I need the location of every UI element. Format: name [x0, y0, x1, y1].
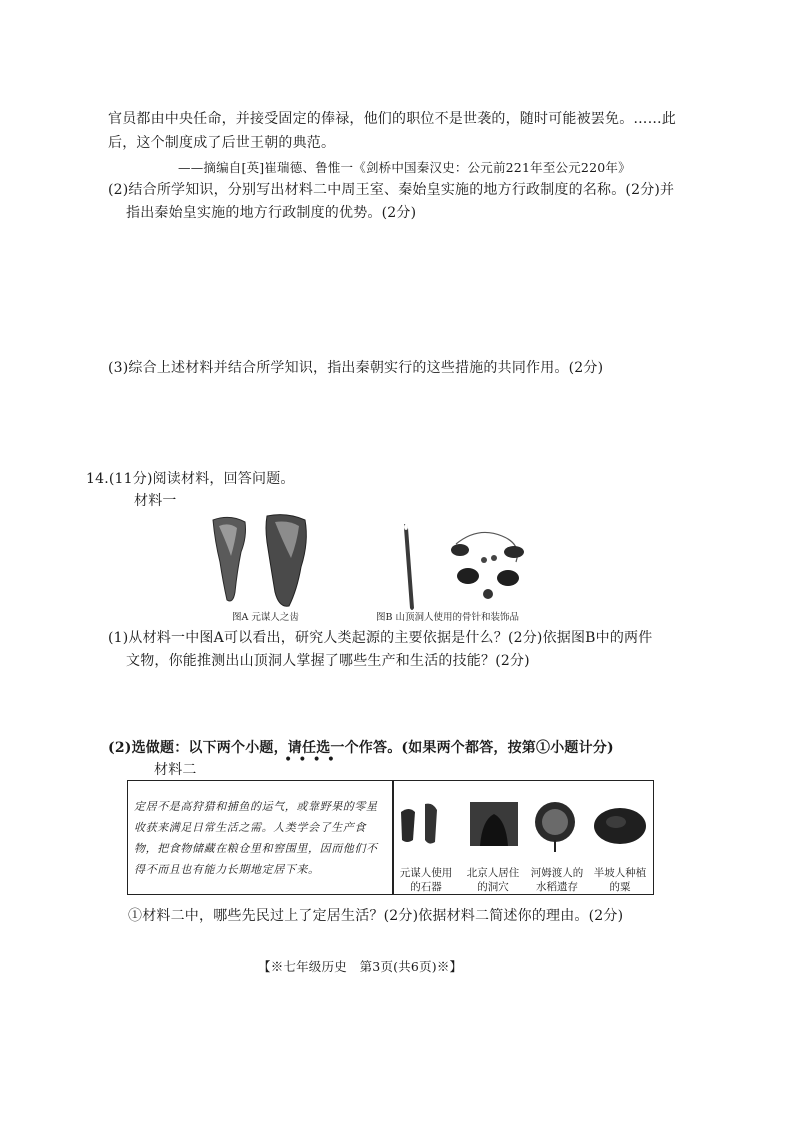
figure-b-needle-ornaments-image — [398, 522, 538, 612]
ornament-top-left — [451, 544, 469, 556]
caption-rice: 河姆渡人的水稻遗存 — [530, 867, 584, 893]
emphasis-dots: •••• — [284, 752, 342, 768]
question-2-line-2: 指出秦始皇实施的地方行政制度的优势。(2分) — [126, 205, 417, 221]
stone-tool-2 — [425, 804, 437, 844]
stone-tools-image — [397, 800, 457, 848]
material-2-label: 材料二 — [154, 762, 197, 778]
caption-stone-tools: 元谋人使用的石器 — [399, 867, 453, 893]
material-1-label: 材料一 — [134, 493, 177, 509]
question-3: (3)综合上述材料并结合所学知识，指出秦朝实行的这些措施的共同作用。(2分) — [108, 360, 604, 376]
question-14-1-line-2: 文物，你能推测出山顶洞人掌握了哪些生产和生活的技能？(2分) — [126, 653, 530, 669]
question-14-1-line-1: (1)从材料一中图A可以看出，研究人类起源的主要依据是什么？(2分)依据图B中的两件 — [108, 630, 653, 646]
ornament-small-2 — [491, 555, 497, 561]
rice-remains-image — [530, 800, 580, 852]
question-14-2-1: ①材料二中，哪些先民过上了定居生活？(2分)依据材料二简述你的理由。(2分) — [128, 908, 624, 924]
question-14-title: 14.(11分)阅读材料，回答问题。 — [86, 471, 295, 487]
ornament-bottom-left — [457, 568, 479, 584]
rice-inner — [542, 809, 568, 835]
ornament-top-right — [504, 546, 524, 558]
ornament-center — [483, 589, 493, 599]
caption-cave: 北京人居住的洞穴 — [466, 867, 520, 893]
ornament-small-1 — [481, 557, 487, 563]
question-2-line-1: (2)结合所学知识，分别写出材料二中周王室、秦始皇实施的地方行政制度的名称。(2分)并 — [108, 182, 675, 198]
figure-b-caption: 图B 山顶洞人使用的骨针和装饰品 — [376, 612, 520, 623]
intro-line-2: 后，这个制度成了后世王朝的典范。 — [108, 135, 336, 151]
figure-a-caption: 图A 元谋人之齿 — [232, 612, 299, 623]
bone-needle — [404, 524, 414, 610]
question-14-2: (2)选做题：以下两个小题，请任选一个作答。(如果两个都答，按第①小题计分) — [108, 740, 614, 756]
page-footer: 【※七年级历史 第3页(共6页)※】 — [258, 959, 463, 974]
figure-a-teeth-image — [205, 512, 325, 612]
needle-eye — [404, 524, 408, 530]
ornament-bottom-right — [497, 570, 519, 586]
material-2-divider — [392, 780, 394, 895]
millet-image — [592, 804, 648, 848]
millet-texture — [606, 816, 626, 828]
material-2-text: 定居不是高狩猎和捕鱼的运气，或靠野果的零星收获来满足日常生活之需。人类学会了生产食物，把食物储藏在粮仓里和窖围里，因而他们不得不而且也有能力长期地定居下来。 — [134, 800, 378, 876]
caption-millet: 半坡人种植的粟 — [593, 867, 647, 893]
citation: ——摘编自[英]崔瑞德、鲁惟一《剑桥中国秦汉史：公元前221年至公元220年》 — [178, 160, 631, 175]
intro-line-1: 官员都由中央任命，并接受固定的俸禄，他们的职位不是世袭的，随时可能被罢免。……此 — [108, 111, 676, 127]
cave-image — [468, 800, 520, 848]
stone-tool-1 — [401, 809, 415, 842]
